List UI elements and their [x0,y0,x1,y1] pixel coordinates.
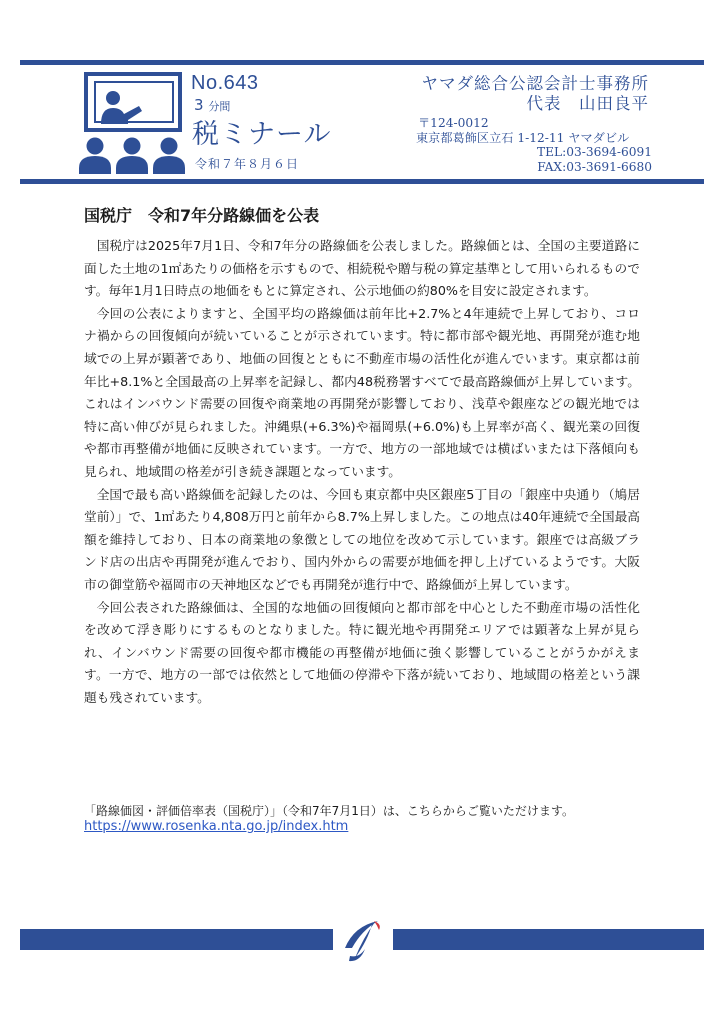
issue-date: 令和７年８月６日 [195,157,300,171]
series-title: 税ミナール [192,119,332,150]
paragraph: 全国で最も高い路線価を記録したのは、今回も東京都中央区銀座5丁目の「銀座中央通り（鳩居堂前）」で、1㎡あたり4,808万円と前年から8.7%上昇しました。この地点は40年連続で全国最高額を維持しており、日本の商業地の象徴としての地位を改めて示しています。銀座では高級ブランド店の出店や再開発が進んでおり、国内外からの需要が地価を押し上げているようです。大阪市の御堂筋や福岡市の天神地区などでも再開発が進行中で、路線価が上昇しています。 [84,486,640,592]
footer-bar-right [393,929,704,950]
contact-block [416,116,652,174]
header-top-rule [20,60,704,65]
footer-bar-left [20,929,333,950]
header-bottom-rule [20,179,704,184]
rosenka-link[interactable]: https://www.rosenka.nta.go.jp/index.htm [84,819,349,834]
article-body [84,235,640,709]
fax: FAX:03-3691-6680 [537,159,652,174]
tel: TEL:03-3694-6091 [536,145,652,159]
reading-time-unit: 分間 [208,100,231,113]
paragraph: 国税庁は2025年7月1日、令和7年分の路線価を公表しました。路線価とは、全国の主要道路に面した土地の1㎡あたりの価格を示すもので、相続税や贈与税の算定基準として用いられるものです。毎年1月1日時点の地価をもとに算定され、公示地価の約80%を目安に設定されます。 [84,238,640,299]
firm-logo-icon [338,918,388,964]
paragraph: 今回公表された路線価は、全国的な地価の回復傾向と都市部を中心とした不動産市場の活性化を改めて浮き彫りにするものとなりました。特に観光地や再開発エリアでは顕著な上昇が見られ、インバウンド需要の回復や都市機能の再整備が地価に強く影響していることがうかがえます。一方で、地方の一部では依然として地価の停滞や下落が続いており、地域間の格差という課題も残されています。 [84,599,640,705]
address: 東京都葛飾区立石 1-12-11 ヤマダビル [416,130,630,145]
firm-block [422,74,650,114]
issue-number: No.643 [191,72,259,94]
firm-name: ヤマダ総合公認会計士事務所 [421,74,649,93]
representative: 代表 山田良平 [526,94,649,113]
reading-time-number: 3 [194,96,204,114]
postal-code: 〒124-0012 [418,116,489,130]
article-title: 国税庁 令和7年分路線価を公表 [84,206,320,225]
seminar-presentation-icon [76,70,188,174]
reference-note: 「路線価図・評価倍率表（国税庁）」（令和7年7月1日）は、こちらからご覧いただけます。 [84,804,574,818]
paragraph: 今回の公表によりますと、全国平均の路線価は前年比+2.7%と4年連続で上昇しており、コロナ禍からの回復傾向が続いていることが示されています。特に都市部や観光地、再開発が進む地域での上昇が顕著であり、地価の回復とともに不動産市場の活性化が進んでいます。東京都は前年比+8.1%と全国最高の上昇率を記録し、都内48税務署すべてで最高路線価が上昇しています。これはインバウンド需要の回復や商業地の再開発が影響しており、浅草や銀座などの観光地では特に高い伸びが見られました。沖縄県(+6.3%)や福岡県(+6.0%)も上昇率が高く、観光業の回復や都市再整備が地価に反映されています。一方で、地方の一部地域では横ばいまたは下落傾向も見られ、地域間の格差が引き続き課題となっています。 [84,305,640,479]
